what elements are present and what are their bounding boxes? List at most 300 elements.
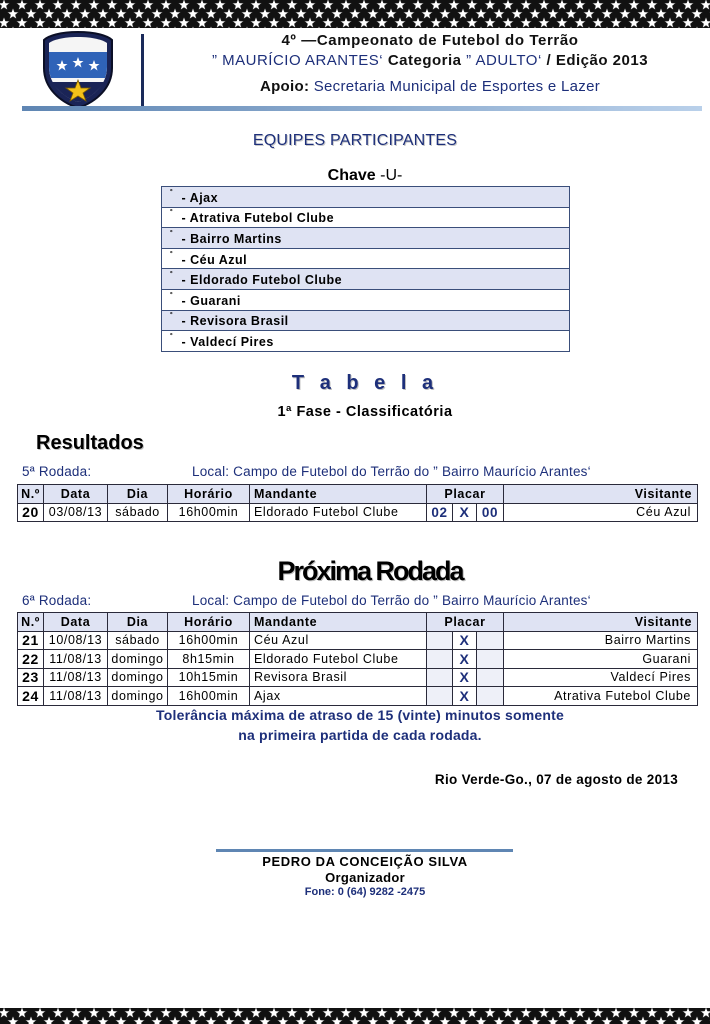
- bullet-icon: ˚: [170, 228, 174, 239]
- star-icon: [511, 8, 522, 19]
- star-icon: [187, 8, 198, 19]
- round5-label: 5ª Rodada:: [22, 464, 92, 479]
- star-icon: [520, 0, 531, 10]
- away-team: Bairro Martins: [504, 631, 698, 650]
- home-score: [427, 650, 453, 669]
- game-time: 10h15min: [168, 668, 250, 687]
- star-icon: [385, 8, 396, 19]
- star-icon: [556, 1008, 567, 1018]
- bullet-icon: ˚: [170, 249, 174, 260]
- star-icon: [367, 26, 378, 28]
- team-name: - Atrativa Futebol Clube: [181, 211, 335, 226]
- game-day: sábado: [108, 631, 168, 650]
- star-icon: [34, 17, 45, 28]
- col-header-score: Placar: [427, 485, 504, 504]
- table-row: [18, 668, 698, 687]
- teams-list: [161, 186, 570, 352]
- away-team: Guarani: [504, 650, 698, 669]
- star-icon: [358, 1008, 369, 1018]
- table-header-row: [18, 485, 698, 504]
- bullet-icon: ˚: [170, 187, 174, 198]
- star-icon: [484, 0, 495, 10]
- star-icon: [115, 26, 126, 28]
- star-border-icon: [0, 0, 710, 28]
- star-icon: [376, 1008, 387, 1018]
- star-icon: [619, 26, 630, 28]
- table-header-row: [18, 613, 698, 632]
- star-icon: [286, 1008, 297, 1018]
- next-round-title: Próxima Rodada: [277, 556, 463, 586]
- star-icon: [304, 0, 315, 10]
- star-icon: [349, 1016, 360, 1024]
- star-icon: [106, 17, 117, 28]
- home-score: 02: [427, 503, 453, 522]
- away-score: [477, 687, 504, 706]
- star-icon: [664, 1008, 675, 1018]
- support-value: Secretaria Municipal de Esportes e Lazer: [313, 78, 601, 95]
- star-icon: [448, 17, 459, 28]
- star-icon: [52, 1008, 63, 1018]
- star-icon: [511, 26, 522, 28]
- versus-mark: X: [453, 503, 477, 522]
- col-header-time: Horário: [168, 613, 250, 632]
- star-icon: [79, 1016, 90, 1024]
- star-icon: [475, 8, 486, 19]
- star-icon: [538, 17, 549, 28]
- star-icon: [295, 26, 306, 28]
- bullet-icon: ˚: [170, 208, 174, 219]
- star-icon: [529, 8, 540, 19]
- championship-name: ” MAURÍCIO ARANTES‘: [211, 52, 384, 69]
- list-item: [162, 207, 570, 228]
- star-icon: [0, 0, 10, 10]
- team-name: - Guarani: [181, 293, 241, 308]
- round6-location: Local: Campo de Futebol do Terrão do ” Bairro Maurício Arantes‘: [192, 593, 591, 608]
- col-header-away: Visitante: [504, 485, 698, 504]
- shield-logo-icon: [40, 30, 116, 110]
- championship-subtitle: [150, 52, 710, 69]
- star-icon: [25, 26, 36, 28]
- star-icon: [52, 17, 63, 28]
- team-name: - Céu Azul: [181, 252, 248, 267]
- star-icon: [601, 8, 612, 19]
- star-icon: [16, 0, 27, 10]
- star-icon: [637, 26, 648, 28]
- star-icon: [439, 26, 450, 28]
- star-icon: [565, 26, 576, 28]
- star-icon: [133, 1016, 144, 1024]
- star-icon: [619, 1016, 630, 1024]
- star-icon: [358, 0, 369, 10]
- star-icon: [88, 17, 99, 28]
- star-icon: [664, 17, 675, 28]
- table-row: [18, 650, 698, 669]
- star-icon: [178, 1008, 189, 1018]
- star-icon: [97, 8, 108, 19]
- star-icon: [223, 26, 234, 28]
- star-icon: [277, 1016, 288, 1024]
- star-icon: [394, 0, 405, 10]
- star-icon: [16, 1008, 27, 1018]
- star-icon: [133, 8, 144, 19]
- star-icon: [511, 1016, 522, 1024]
- top-star-border: [0, 0, 710, 28]
- star-icon: [304, 1008, 315, 1018]
- home-score: [427, 687, 453, 706]
- star-icon: [538, 1008, 549, 1018]
- star-icon: [691, 1016, 702, 1024]
- star-icon: [151, 8, 162, 19]
- star-icon: [340, 0, 351, 10]
- game-number: 20: [18, 503, 44, 522]
- star-icon: [502, 0, 513, 10]
- star-icon: [565, 8, 576, 19]
- col-header-date: Data: [44, 485, 108, 504]
- star-icon: [178, 17, 189, 28]
- star-icon: [547, 8, 558, 19]
- star-icon: [547, 1016, 558, 1024]
- star-icon: [187, 26, 198, 28]
- star-icon: [331, 8, 342, 19]
- star-icon: [169, 8, 180, 19]
- star-icon: [592, 17, 603, 28]
- star-icon: [169, 1016, 180, 1024]
- star-icon: [691, 8, 702, 19]
- game-day: sábado: [108, 503, 168, 522]
- star-icon: [529, 1016, 540, 1024]
- star-icon: [520, 1008, 531, 1018]
- star-icon: [313, 26, 324, 28]
- star-icon: [520, 17, 531, 28]
- game-number: 24: [18, 687, 44, 706]
- star-icon: [43, 8, 54, 19]
- group-label: Chave: [327, 167, 376, 184]
- star-icon: [322, 0, 333, 10]
- star-icon: [151, 1016, 162, 1024]
- col-header-score: Placar: [427, 613, 504, 632]
- star-icon: [259, 26, 270, 28]
- star-icon: [160, 1008, 171, 1018]
- star-icon: [70, 17, 81, 28]
- star-icon: [403, 1016, 414, 1024]
- star-icon: [430, 0, 441, 10]
- contact-phone: Fone: 0 (64) 9282 -2475: [304, 886, 426, 898]
- star-icon: [466, 1008, 477, 1018]
- star-icon: [268, 1008, 279, 1018]
- star-icon: [412, 17, 423, 28]
- star-icon: [619, 8, 630, 19]
- star-icon: [124, 0, 135, 10]
- star-icon: [115, 1016, 126, 1024]
- star-icon: [457, 26, 468, 28]
- game-day: domingo: [108, 668, 168, 687]
- away-score: [477, 668, 504, 687]
- star-icon: [349, 26, 360, 28]
- star-icon: [637, 8, 648, 19]
- star-icon: [673, 1016, 684, 1024]
- star-icon: [106, 1008, 117, 1018]
- star-icon: [691, 26, 702, 28]
- star-icon: [484, 1008, 495, 1018]
- star-icon: [214, 1008, 225, 1018]
- schedule-title: T a b e l a: [291, 372, 439, 394]
- star-icon: [682, 1008, 693, 1018]
- star-icon: [205, 8, 216, 19]
- star-icon: [286, 0, 297, 10]
- star-icon: [637, 1016, 648, 1024]
- star-icon: [349, 8, 360, 19]
- star-icon: [124, 1008, 135, 1018]
- star-icon: [646, 1008, 657, 1018]
- col-header-home: Mandante: [250, 485, 427, 504]
- group-value: -U-: [380, 167, 403, 184]
- star-icon: [277, 8, 288, 19]
- star-icon: [79, 8, 90, 19]
- list-item: [162, 187, 570, 208]
- star-icon: [196, 1008, 207, 1018]
- star-icon: [556, 0, 567, 10]
- round5-table: [17, 484, 698, 522]
- star-icon: [7, 1016, 18, 1024]
- star-icon: [583, 1016, 594, 1024]
- signer-name: PEDRO DA CONCEIÇÃO SILVA: [262, 854, 468, 869]
- col-header-day: Dia: [108, 485, 168, 504]
- support-line: [150, 78, 710, 95]
- star-icon: [682, 0, 693, 10]
- star-icon: [340, 17, 351, 28]
- team-name: - Ajax: [181, 190, 219, 205]
- star-icon: [0, 1008, 10, 1018]
- list-item: [162, 228, 570, 249]
- header-divider-vertical: [141, 34, 144, 108]
- star-icon: [232, 0, 243, 10]
- team-name: - Revisora Brasil: [181, 314, 289, 329]
- game-time: 16h00min: [168, 631, 250, 650]
- star-icon: [232, 17, 243, 28]
- star-icon: [259, 8, 270, 19]
- category-value: ” ADULTO‘: [466, 52, 542, 69]
- col-header-home: Mandante: [250, 613, 427, 632]
- bullet-icon: ˚: [170, 290, 174, 301]
- list-item: [162, 310, 570, 331]
- home-score: [427, 668, 453, 687]
- star-icon: [475, 26, 486, 28]
- signature-line: [216, 849, 513, 852]
- star-icon: [331, 26, 342, 28]
- star-icon: [97, 26, 108, 28]
- star-icon: [394, 17, 405, 28]
- bullet-icon: ˚: [170, 331, 174, 342]
- star-icon: [403, 26, 414, 28]
- results-title: Resultados: [36, 432, 144, 454]
- star-icon: [439, 1016, 450, 1024]
- star-icon: [682, 17, 693, 28]
- game-date: 11/08/13: [44, 687, 108, 706]
- star-icon: [457, 8, 468, 19]
- star-icon: [700, 1008, 710, 1018]
- star-icon: [223, 1016, 234, 1024]
- category-label: Categoria: [387, 52, 462, 69]
- star-icon: [277, 26, 288, 28]
- col-header-date: Data: [44, 613, 108, 632]
- star-icon: [646, 0, 657, 10]
- home-team: Eldorado Futebol Clube: [250, 650, 427, 669]
- game-day: domingo: [108, 650, 168, 669]
- star-icon: [628, 0, 639, 10]
- bullet-icon: ˚: [170, 311, 174, 322]
- star-icon: [385, 26, 396, 28]
- star-icon: [628, 17, 639, 28]
- star-icon: [376, 0, 387, 10]
- game-number: 22: [18, 650, 44, 669]
- round6-table: [17, 612, 698, 706]
- star-icon: [313, 8, 324, 19]
- versus-mark: X: [453, 687, 477, 706]
- star-icon: [61, 26, 72, 28]
- star-icon: [142, 17, 153, 28]
- star-icon: [97, 1016, 108, 1024]
- star-icon: [655, 26, 666, 28]
- star-icon: [502, 17, 513, 28]
- star-icon: [592, 1008, 603, 1018]
- away-score: [477, 631, 504, 650]
- star-icon: [34, 1008, 45, 1018]
- list-item: [162, 289, 570, 310]
- home-team: Céu Azul: [250, 631, 427, 650]
- star-icon: [556, 17, 567, 28]
- star-icon: [34, 0, 45, 10]
- tolerance-note-line2: na primeira partida de cada rodada.: [238, 727, 482, 743]
- star-icon: [88, 1008, 99, 1018]
- star-icon: [439, 8, 450, 19]
- table-row: [18, 687, 698, 706]
- star-icon: [169, 26, 180, 28]
- col-header-num: N.º: [18, 485, 44, 504]
- team-name: - Eldorado Futebol Clube: [181, 273, 343, 288]
- star-icon: [160, 17, 171, 28]
- star-icon: [70, 0, 81, 10]
- star-icon: [655, 8, 666, 19]
- versus-mark: X: [453, 631, 477, 650]
- star-icon: [88, 0, 99, 10]
- star-icon: [466, 0, 477, 10]
- star-icon: [0, 17, 10, 28]
- star-icon: [493, 8, 504, 19]
- round5-location: Local: Campo de Futebol do Terrão do ” Bairro Maurício Arantes‘: [192, 464, 591, 479]
- star-icon: [475, 1016, 486, 1024]
- star-icon: [43, 26, 54, 28]
- star-icon: [241, 1016, 252, 1024]
- group-heading: [0, 167, 710, 185]
- star-icon: [574, 17, 585, 28]
- star-icon: [592, 0, 603, 10]
- home-team: Revisora Brasil: [250, 668, 427, 687]
- star-icon: [430, 17, 441, 28]
- star-icon: [367, 1016, 378, 1024]
- star-icon: [52, 0, 63, 10]
- star-icon: [403, 8, 414, 19]
- star-icon: [502, 1008, 513, 1018]
- star-icon: [115, 8, 126, 19]
- home-team: Ajax: [250, 687, 427, 706]
- away-score: [477, 650, 504, 669]
- star-border-icon: [0, 1008, 710, 1024]
- star-icon: [295, 1016, 306, 1024]
- star-icon: [142, 0, 153, 10]
- star-icon: [79, 26, 90, 28]
- star-icon: [178, 0, 189, 10]
- away-score: 00: [477, 503, 504, 522]
- versus-mark: X: [453, 650, 477, 669]
- star-icon: [610, 1008, 621, 1018]
- star-icon: [583, 8, 594, 19]
- star-icon: [295, 8, 306, 19]
- col-header-day: Dia: [108, 613, 168, 632]
- star-icon: [43, 1016, 54, 1024]
- star-icon: [421, 1016, 432, 1024]
- star-icon: [565, 1016, 576, 1024]
- star-icon: [322, 1008, 333, 1018]
- star-icon: [421, 8, 432, 19]
- round6-label: 6ª Rodada:: [22, 593, 92, 608]
- star-icon: [304, 17, 315, 28]
- table-row: [18, 631, 698, 650]
- star-icon: [340, 1008, 351, 1018]
- star-icon: [367, 8, 378, 19]
- game-day: domingo: [108, 687, 168, 706]
- star-icon: [70, 1008, 81, 1018]
- game-time: 16h00min: [168, 503, 250, 522]
- star-icon: [394, 1008, 405, 1018]
- star-icon: [133, 26, 144, 28]
- star-icon: [655, 1016, 666, 1024]
- versus-mark: X: [453, 668, 477, 687]
- star-icon: [412, 0, 423, 10]
- star-icon: [385, 1016, 396, 1024]
- support-label: Apoio:: [259, 78, 310, 95]
- star-icon: [214, 0, 225, 10]
- star-icon: [448, 0, 459, 10]
- star-icon: [106, 0, 117, 10]
- star-icon: [268, 17, 279, 28]
- star-icon: [493, 26, 504, 28]
- championship-title: 4º —Campeonato de Futebol do Terrão: [281, 32, 579, 49]
- star-icon: [610, 17, 621, 28]
- star-icon: [124, 17, 135, 28]
- star-icon: [250, 0, 261, 10]
- col-header-away: Visitante: [504, 613, 698, 632]
- game-number: 23: [18, 668, 44, 687]
- star-icon: [268, 0, 279, 10]
- star-icon: [61, 8, 72, 19]
- star-icon: [646, 17, 657, 28]
- star-icon: [430, 1008, 441, 1018]
- star-icon: [286, 17, 297, 28]
- star-icon: [322, 17, 333, 28]
- away-team: Valdecí Pires: [504, 668, 698, 687]
- col-header-num: N.º: [18, 613, 44, 632]
- star-icon: [205, 26, 216, 28]
- star-icon: [610, 0, 621, 10]
- signer-role: Organizador: [325, 870, 405, 885]
- star-icon: [376, 17, 387, 28]
- star-icon: [16, 17, 27, 28]
- star-icon: [196, 0, 207, 10]
- star-icon: [259, 1016, 270, 1024]
- team-name: - Valdecí Pires: [181, 334, 274, 349]
- list-item: [162, 331, 570, 352]
- star-icon: [484, 17, 495, 28]
